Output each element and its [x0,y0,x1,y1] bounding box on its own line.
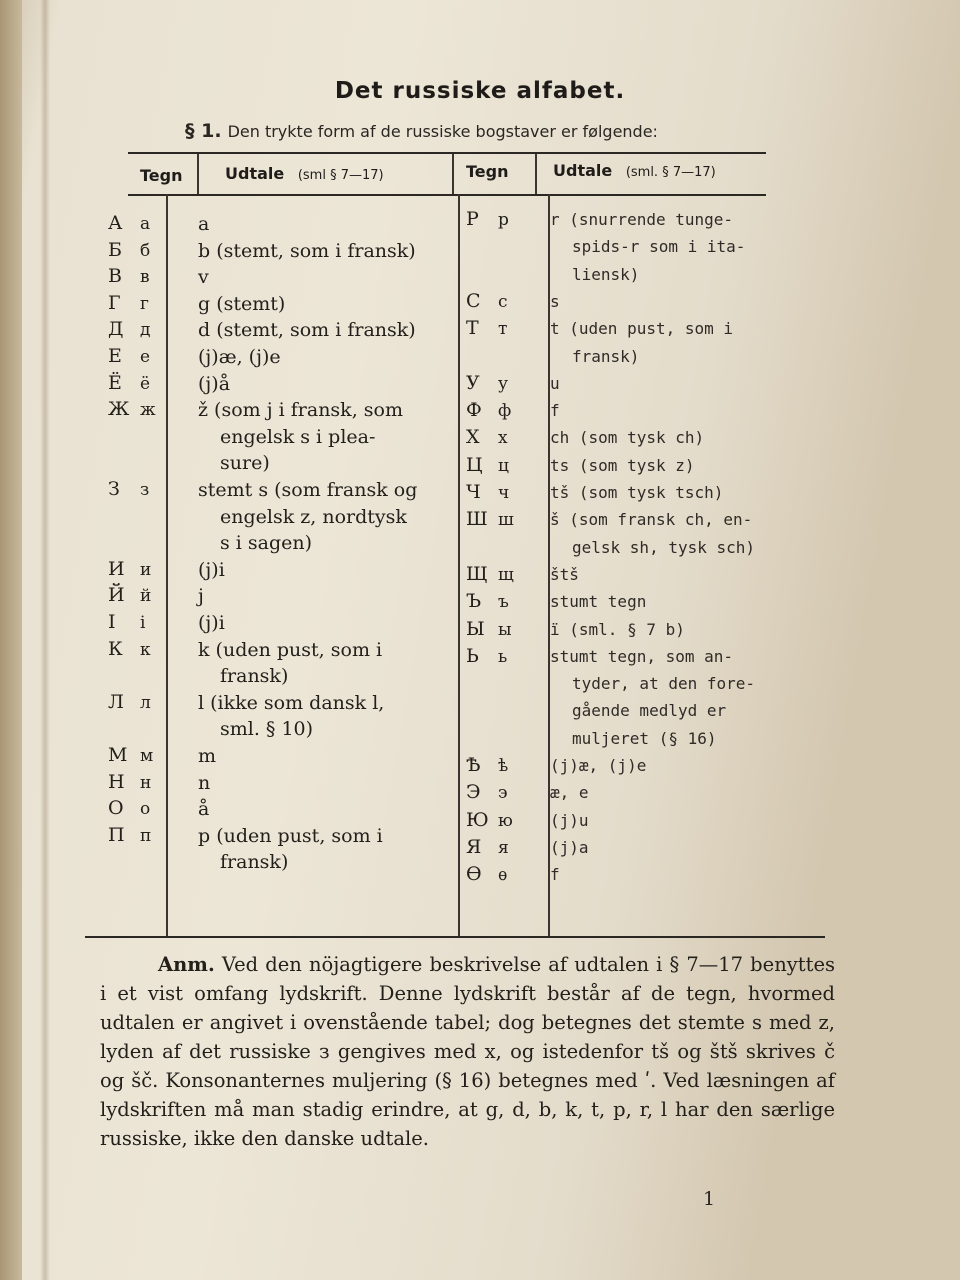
alphabet-letter-pair [466,508,514,530]
uppercase-letter: Ѣ [466,754,481,776]
pronunciation-text: m [198,745,217,767]
lowercase-letter: ё [140,373,151,394]
alphabet-letter-pair [466,208,509,230]
pronunciation-text: (j)a [550,837,589,857]
alphabet-letter-pair [108,372,150,394]
alphabet-letter-pair [108,797,150,819]
header-pron-right [553,161,716,180]
alphabet-letter-pair [466,481,509,503]
uppercase-letter: Ф [466,399,482,422]
lowercase-letter: н [140,772,152,793]
uppercase-letter: Г [108,291,121,314]
alphabet-letter-pair [466,645,507,667]
uppercase-letter: Р [466,208,479,230]
pronunciation-text: engelsk z, nordtysk [220,505,407,528]
lowercase-letter: ж [140,400,156,421]
lowercase-letter: ю [498,810,513,831]
column-divider-left [197,154,199,194]
lowercase-letter: з [140,480,150,500]
uppercase-letter: Е [108,345,122,367]
page-title: Det russiske alfabet. [334,78,626,104]
lowercase-letter: п [140,825,152,846]
lowercase-letter: а [140,214,151,234]
pronunciation-text: fransk) [572,346,640,366]
pronunciation-text: (j)u [550,810,589,830]
pronunciation-text: g (stemt) [198,292,286,315]
pronunciation-text: štš [550,564,579,584]
alphabet-letter-pair [466,454,509,476]
alphabet-letter-pair [108,558,151,580]
alphabet-letter-pair [466,809,513,831]
pronunciation-text: (j)æ, (j)e [198,346,281,368]
uppercase-letter: Ж [108,398,130,421]
uppercase-letter: Ё [108,371,122,394]
uppercase-letter: В [108,265,122,288]
lowercase-letter: й [140,586,152,607]
alphabet-letter-pair [108,318,150,340]
table-header-rule [128,194,766,196]
table-bottom-rule [85,936,825,938]
lowercase-letter: т [498,319,508,340]
header-pron-right-label: Udtale [553,161,613,180]
uppercase-letter: Х [466,426,480,449]
lowercase-letter: м [140,746,154,766]
pronunciation-text: s i sagen) [220,532,313,555]
pronunciation-text: fransk) [220,665,289,688]
pronunciation-text: f [550,401,560,421]
alphabet-letter-pair [108,771,151,793]
uppercase-letter: И [108,557,125,580]
lowercase-letter: г [140,293,149,314]
pronunciation-text: a [198,213,210,235]
book-spine [0,0,22,1280]
lowercase-letter: ф [498,401,512,422]
lowercase-letter: я [498,837,509,858]
lowercase-letter: ь [498,646,508,667]
uppercase-letter: Ш [466,508,488,531]
lowercase-letter: ы [498,619,512,640]
uppercase-letter: М [108,744,128,766]
column-divider-left-body [166,194,168,936]
lowercase-letter: ѳ [498,865,508,886]
table-top-rule [128,152,766,154]
alphabet-letter-pair [108,212,150,234]
column-divider-right [535,154,537,194]
alphabet-letter-pair [108,345,150,367]
header-sign-right: Tegn [466,162,509,181]
lowercase-letter: р [498,210,509,230]
lowercase-letter: у [498,373,509,394]
alphabet-letter-pair [466,372,508,394]
section-number: § 1. [185,120,222,142]
header-pron-left-ref: (sml § 7—17) [297,168,384,183]
lowercase-letter: і [140,613,146,633]
alphabet-letter-pair [108,584,151,606]
lowercase-letter: щ [498,564,514,585]
pronunciation-text: sml. § 10) [220,718,314,741]
pronunciation-text: b (stemt, som i fransk) [198,239,416,262]
section-intro-text: Den trykte form af de russiske bogstaver er følgende: [227,122,658,141]
pronunciation-text: engelsk s i plea- [220,425,376,448]
alphabet-letter-pair [466,590,509,612]
uppercase-letter: К [108,637,123,660]
column-divider-middle-body [458,194,460,936]
pronunciation-text: l (ikke som dansk l, [198,691,385,714]
pronunciation-text: r (snurrende tunge- [550,210,734,229]
lowercase-letter: с [498,291,508,312]
pronunciation-text: p (uden pust, som i [198,824,383,847]
lowercase-letter: в [140,267,150,288]
alphabet-letter-pair [466,399,511,421]
pronunciation-text: gelsk sh, tysk sch) [572,537,756,557]
header-sign-left: Tegn [140,166,183,185]
uppercase-letter: Ѳ [466,863,482,886]
pronunciation-text: d (stemt, som i fransk) [198,319,416,342]
lowercase-letter: х [498,428,508,449]
alphabet-letter-pair [108,638,151,660]
pronunciation-text: ts (som tysk z) [550,455,695,475]
uppercase-letter: Я [466,835,482,858]
pronunciation-text: (j)æ, (j)e [550,756,647,775]
uppercase-letter: А [108,212,123,234]
pronunciation-text: t (uden pust, som i [550,319,734,339]
uppercase-letter: Л [108,690,124,713]
lowercase-letter: ѣ [498,756,509,776]
header-pron-left [225,164,384,183]
pronunciation-text: f [550,865,560,885]
uppercase-letter: Ч [466,481,481,503]
section-intro [185,120,658,142]
pronunciation-text: ch (som tysk ch) [550,428,705,448]
alphabet-letter-pair [466,618,512,640]
pronunciation-text: stumt tegn [550,592,647,612]
header-pron-right-ref: (sml. § 7—17) [625,165,716,180]
alphabet-letter-pair [466,563,514,585]
uppercase-letter: Б [108,238,122,261]
pronunciation-text: ž (som j i fransk, som [198,399,403,422]
lowercase-letter: е [140,347,151,367]
annotation-label: Anm. [158,953,215,976]
alphabet-letter-pair [108,292,149,314]
lowercase-letter: и [140,559,152,580]
pronunciation-text: s [550,291,560,311]
lowercase-letter: б [140,240,151,261]
lowercase-letter: ц [498,455,509,476]
lowercase-letter: о [140,799,151,820]
pronunciation-text: n [198,771,211,794]
lowercase-letter: д [140,320,151,341]
alphabet-letter-pair [108,239,150,261]
pronunciation-text: (j)i [198,612,225,634]
column-divider-middle [452,154,454,194]
alphabet-letter-pair [108,398,156,420]
pronunciation-text: å [198,798,210,821]
alphabet-letter-pair [466,290,508,312]
pronunciation-text: k (uden pust, som i [198,638,383,661]
lowercase-letter: э [498,783,508,804]
uppercase-letter: П [108,823,125,846]
pronunciation-text: stemt s (som fransk og [198,479,418,501]
pronunciation-text: spids-r som i ita- [572,237,746,257]
header-pron-left-label: Udtale [225,164,285,183]
pronunciation-text: æ, e [550,783,589,803]
alphabet-letter-pair [466,754,508,776]
pronunciation-text: muljeret (§ 16) [572,728,717,748]
uppercase-letter: Ь [466,644,479,667]
alphabet-letter-pair [108,478,149,500]
pronunciation-text: (j)i [198,558,225,581]
pronunciation-text: fransk) [220,851,289,874]
annotation-paragraph [100,950,835,1153]
uppercase-letter: Ц [466,453,483,476]
pronunciation-text: (j)å [198,372,231,395]
alphabet-letter-pair [466,426,508,448]
lowercase-letter: л [140,692,151,713]
alphabet-letter-pair [466,781,508,803]
pronunciation-text: liensk) [572,264,640,284]
alphabet-letter-pair [108,824,151,846]
uppercase-letter: Ъ [466,590,482,613]
alphabet-letter-pair [466,836,509,858]
uppercase-letter: Т [466,317,479,340]
lowercase-letter: ъ [498,592,509,613]
uppercase-letter: У [466,371,480,394]
uppercase-letter: Д [108,318,124,341]
uppercase-letter: Й [108,584,125,607]
annotation-text: Ved den nöjagtigere beskrivelse af udtalen i § 7—17 benyttes i et vist omfang lydskrift. Denne lydskrift består af de tegn, hvormed udtalen er angivet i ovenstående tabel; dog betegnes det stemte s med z, lyden af det russiske з gengives med x, og istedenfor tš og štš skrives č og šč. Konsonanternes muljering (§ 16) betegnes med ʹ. Ved læsningen af lydskriften må man stadig erindre, at g, d, b, k, t, p, r, l har den særlige russiske, ikke den danske udtale. [100,953,836,1150]
uppercase-letter: Щ [466,562,488,585]
pronunciation-text: j [198,585,204,608]
uppercase-letter: З [108,478,120,500]
lowercase-letter: к [140,639,151,660]
pronunciation-text: tš (som tysk tsch) [550,483,724,502]
pronunciation-text: sure) [220,452,270,475]
alphabet-letter-pair [466,317,507,339]
uppercase-letter: С [466,289,481,312]
alphabet-letter-pair [108,691,151,713]
pronunciation-text: gående medlyd er [572,701,727,721]
uppercase-letter: Н [108,770,125,793]
page-fold-shadow [40,0,50,1280]
alphabet-letter-pair [108,265,150,287]
pronunciation-text: tyder, at den fore- [572,674,756,694]
lowercase-letter: ш [498,510,514,531]
uppercase-letter: Э [466,781,481,804]
uppercase-letter: О [108,797,124,820]
uppercase-letter: Ю [466,808,489,831]
lowercase-letter: ч [498,483,510,503]
page-number: 1 [703,1188,716,1210]
alphabet-letter-pair [108,611,145,633]
pronunciation-text: ï (sml. § 7 b) [550,619,685,639]
pronunciation-text: u [550,373,560,393]
pronunciation-text: stumt tegn, som an- [550,646,734,666]
uppercase-letter: Ы [466,617,485,640]
uppercase-letter: І [108,611,116,633]
alphabet-letter-pair [466,863,507,885]
alphabet-letter-pair [108,744,153,766]
pronunciation-text: v [198,266,209,289]
pronunciation-text: š (som fransk ch, en- [550,510,753,530]
